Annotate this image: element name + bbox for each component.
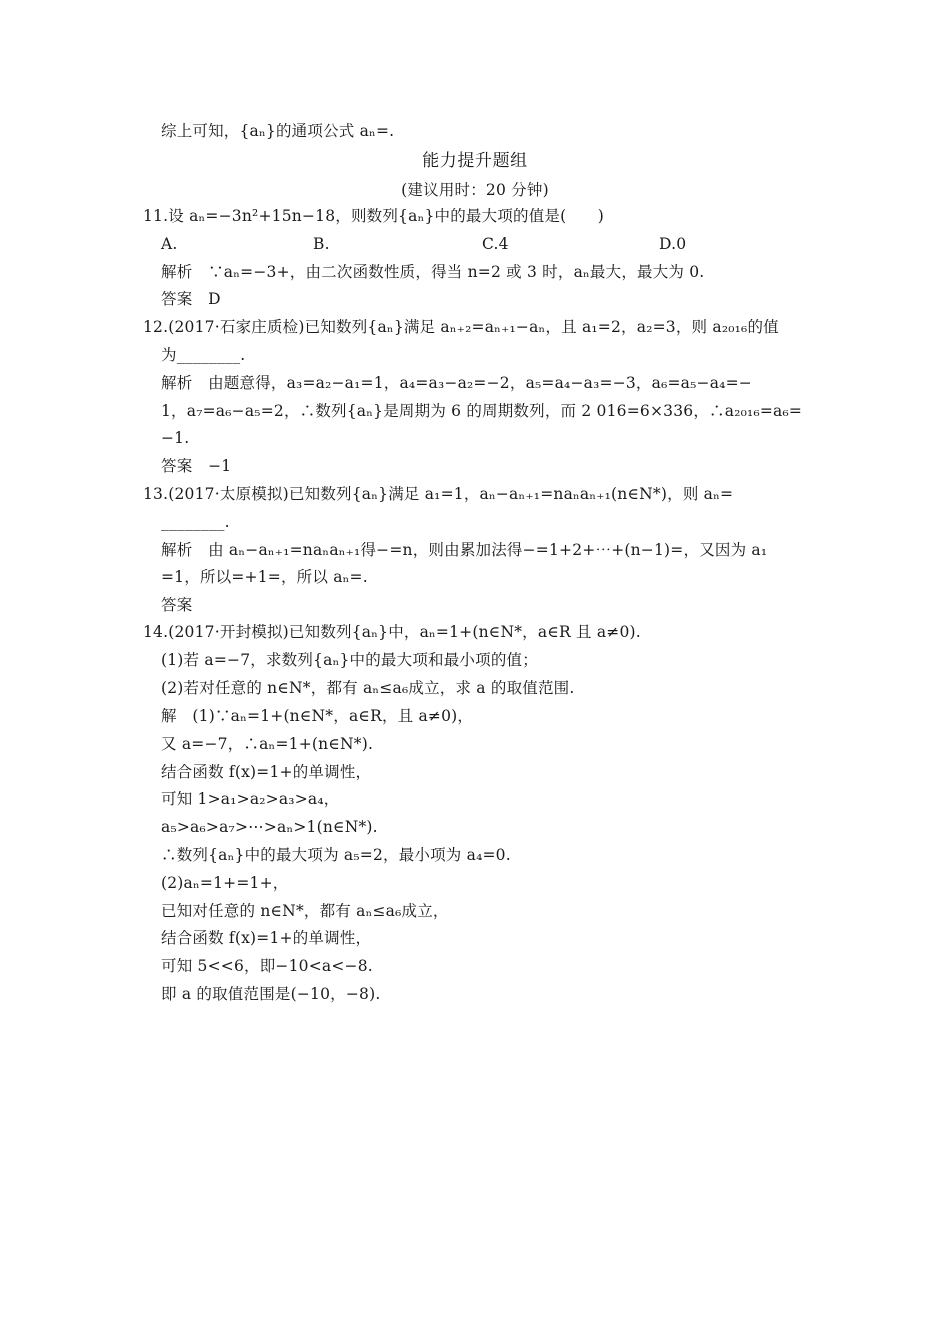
q14-part1: (1)若 a=−7，求数列{aₙ}中的最大项和最小项的值； — [161, 651, 538, 669]
q14-part2: (2)若对任意的 n∈N*，都有 aₙ≤a₆成立，求 a 的取值范围. — [161, 679, 575, 697]
q14-solution-line: 结合函数 f(x)=1+的单调性， — [161, 763, 372, 781]
q13-answer: 答案 — [161, 596, 193, 614]
q11-analysis: 解析 ∵aₙ=−3+，由二次函数性质，得当 n=2 或 3 时，aₙ最大，最大为 0. — [161, 263, 705, 281]
q14-solution-line: 结合函数 f(x)=1+的单调性， — [161, 929, 372, 947]
q14-solution-line: 可知 5<<6，即−10<a<−8. — [161, 957, 373, 975]
option-c: C.4 — [482, 235, 509, 253]
q13-analysis-cont: =1，所以=+1=，所以 aₙ=. — [161, 568, 368, 586]
question-13: 13.(2017·太原模拟)已知数列{aₙ}满足 a₁=1，aₙ−aₙ₊₁=naₙaₙ₊₁(n∈N*)，则 aₙ= — [143, 485, 734, 503]
section-title: 能力提升题组 — [422, 151, 528, 171]
question-13-cont: ________. — [161, 513, 230, 531]
q14-solution-line: ∴数列{aₙ}中的最大项为 a₅=2，最小项为 a₄=0. — [161, 846, 511, 864]
question-14: 14.(2017·开封模拟)已知数列{aₙ}中，aₙ=1+(n∈N*，a∈R 且 a≠0). — [143, 623, 641, 641]
summary-line: 综上可知，{aₙ}的通项公式 aₙ=. — [161, 122, 395, 140]
q14-solution-line: 已知对任意的 n∈N*，都有 aₙ≤a₆成立， — [161, 902, 449, 920]
q12-analysis: 解析 由题意得，a₃=a₂−a₁=1，a₄=a₃−a₂=−2，a₅=a₄−a₃=−3，a₆=a₅−a₄=− — [161, 374, 752, 392]
section-subtitle: (建议用时：20 分钟) — [401, 181, 549, 199]
q12-answer: 答案 −1 — [161, 457, 232, 475]
q14-solution-line: (2)aₙ=1+=1+， — [161, 874, 289, 892]
option-b: B. — [313, 235, 330, 253]
option-d: D.0 — [659, 235, 687, 253]
q14-solution-line: 可知 1>a₁>a₂>a₃>a₄， — [161, 790, 340, 808]
q14-conclusion: 即 a 的取值范围是(−10，−8). — [161, 985, 381, 1003]
question-12: 12.(2017·石家庄质检)已知数列{aₙ}满足 aₙ₊₂=aₙ₊₁−aₙ，且 a₁=2，a₂=3，则 a₂₀₁₆的值 — [143, 318, 779, 336]
question-12-cont: 为________. — [161, 346, 246, 364]
q11-answer: 答案 D — [161, 290, 221, 308]
q14-solution-line: 又 a=−7，∴aₙ=1+(n∈N*). — [161, 735, 374, 753]
q13-analysis: 解析 由 aₙ−aₙ₊₁=naₙaₙ₊₁得−=n，则由累加法得−=1+2+⋯+(n−1)=，又因为 a₁ — [161, 541, 768, 559]
q14-solution-line: a₅>a₆>a₇>⋯>aₙ>1(n∈N*). — [161, 818, 378, 836]
option-a: A. — [161, 235, 178, 253]
question-11: 11.设 aₙ=−3n²+15n−18，则数列{aₙ}中的最大项的值是( ) — [143, 207, 605, 225]
q12-analysis-end: −1. — [161, 429, 190, 447]
q14-solution: 解 (1)∵aₙ=1+(n∈N*，a∈R，且 a≠0)， — [161, 707, 474, 725]
q12-analysis-cont: 1，a₇=a₆−a₅=2，∴数列{aₙ}是周期为 6 的周期数列，而 2 016=6×336，∴a₂₀₁₆=a₆= — [161, 402, 803, 420]
